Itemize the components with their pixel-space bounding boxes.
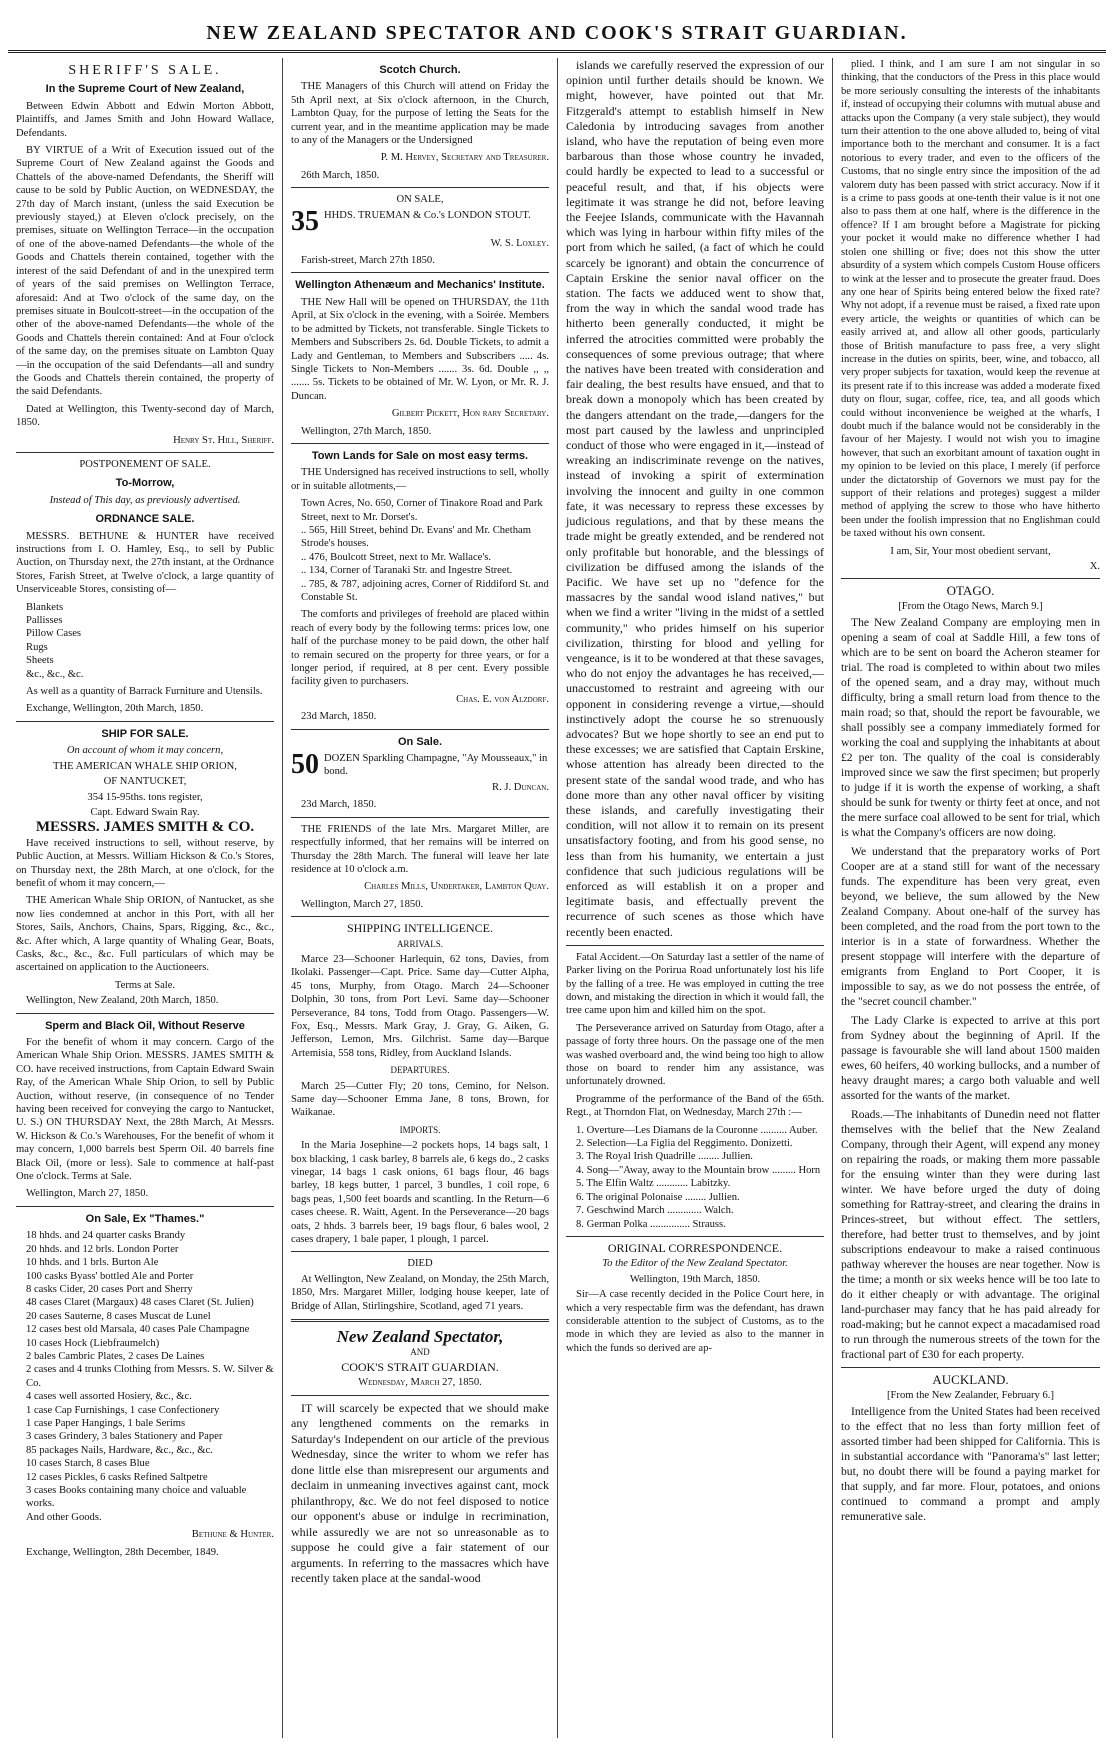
list-item: Pallisses <box>26 615 63 627</box>
onsale-body: HHDS. TRUEMAN & Co.'s LONDON STOUT. <box>324 209 531 221</box>
athenaeum-dated: Wellington, 27th March, 1850. <box>301 425 432 437</box>
list-item: 100 casks Byass' bottled Ale and Porter <box>26 1270 194 1282</box>
auckland-body: Intelligence from the United States had been received to the effect that no less than forty million feet of assorted timber had been shipped for California. This is in substantial accordance with "Panorama's" last letter; but, no doubt there will be found a paying market for that supply, and far more. Flour, potatoes, and onions continued to command a prompt and amply remunerative sale. <box>841 1405 1100 1524</box>
ordnance-tail: As well as a quantity of Barrack Furniture and Utensils. <box>26 686 263 698</box>
list-item: Pillow Cases <box>26 628 82 640</box>
divider <box>291 1395 549 1396</box>
scotch-heading: Scotch Church. <box>379 64 461 76</box>
auckland-heading: AUCKLAND. <box>932 1372 1009 1388</box>
divider <box>566 945 824 946</box>
divider <box>291 443 549 444</box>
list-item: .. 476, Boulcott Street, next to Mr. Wallace's. <box>301 551 492 563</box>
town-lands-tail: The comforts and privileges of freehold are placed within reach of every body by the following terms: prices low, one half of the purchase money to be paid down, the other half to remain secured on the property for three years, or for a longer period, if required, at 8 per cent. Every possible facility given to purchasers. <box>291 609 549 688</box>
list-item: 1 case Paper Hangings, 1 bale Serims <box>26 1417 186 1429</box>
column-4 <box>833 58 1108 1738</box>
oil-heading: Sperm and Black Oil, Without Reserve <box>45 1019 245 1032</box>
divider <box>16 1206 274 1207</box>
list-item: 4 cases well assorted Hosiery, &c., &c. <box>26 1391 192 1403</box>
list-item: Sheets <box>26 655 54 667</box>
athenaeum-body: THE New Hall will be opened on THURSDAY, the 11th April, at Six o'clock in the evening, with a Soirée. Members to be admitted by Tickets, not transferable. Single Tickets to Members and Subscribers 2s. 6d. Double Tickets, to admit a Lady and Gentleman, to Members and Subscribers ..... 4s. Single Tickets to Non-Members ....... 3s. 6d. Double ,, ,, ....... 5s. Tickets to be obtained of Mr. W. Lyon, or Mr. R. J. Duncan. <box>291 296 549 402</box>
scotch-dated: 26th March, 1850. <box>301 169 380 181</box>
onsale-heading: ON SALE, <box>396 194 444 206</box>
town-lands-heading: Town Lands for Sale on most easy terms. <box>311 449 529 462</box>
ship-firm: MESSRS. JAMES SMITH & CO. <box>35 819 255 836</box>
list-item: 10 hhds. and 1 brls. Burton Ale <box>26 1257 159 1269</box>
divider <box>291 1319 549 1322</box>
died-body: At Wellington, New Zealand, on Monday, the 25th March, 1850, Mrs. Margaret Miller, lodging house keeper, late of Bridge of Allan, Stirlingshire, Scotland, aged 71 years. <box>291 1273 549 1312</box>
oil-dated: Wellington, March 27, 1850. <box>26 1188 149 1200</box>
list-item: 4. Song—"Away, away to the Mountain brow ......... Horn <box>576 1164 821 1176</box>
list-item: 12 cases best old Marsala, 40 cases Pale Champagne <box>26 1324 250 1336</box>
column-3 <box>558 58 833 1738</box>
postponement-heading: POSTPONEMENT OF SALE. <box>79 458 211 470</box>
scotch-signature: P. M. Hervey, Secretary and Treasurer. <box>380 152 549 164</box>
list-item: Blankets <box>26 601 64 613</box>
divider <box>291 272 549 273</box>
imports-body: In the Maria Josephine—2 pockets hops, 14 bags salt, 1 box blacking, 1 cask barley, 8 barrels ale, 6 kegs do., 2 casks vinegar, 14 bags 1 cask onions, 61 bags flour, 46 bags barley, 18 kegs butter, 1 parcel, 3 bundles, 1 coil rope, 6 bags peas, 1,500 feet boards and scantling. In the Return—6 cases cheese. R. Waitt, Agent. In the Perseverance—20 bags oats, 2 hhds. 3 barrels beer, 19 bags flour, 6 bales wool, 2 cases drapery, 1 bale paper, 1 plough, 1 parcel. <box>291 1140 549 1246</box>
postponement-sub: To-Morrow, <box>115 477 175 490</box>
imports-heading: IMPORTS. <box>399 1124 441 1135</box>
masthead: NEW ZEALAND SPECTATOR AND COOK'S STRAIT GUARDIAN. <box>206 22 908 44</box>
otago-body-2: We understand that the preparatory works of Port Cooper are at a stand still for want of the necessary funds. The expenditure has been very great, even beyond, we believe, the sum allowed by the New Zealand Company. About one-half of the survey has been completed, and the road from the port town to the interior is in a state of forwardness. Whether the present stoppage will interfere with the departure of emigrants from England to Port Cooper, it is impossible to say, as we do not possess the entrée, of the "secret council chamber." <box>841 845 1100 1009</box>
list-item: 8 casks Cider, 20 cases Port and Sherry <box>26 1283 193 1295</box>
list-item: &c., &c., &c. <box>26 668 84 680</box>
list-item: 12 cases Pickles, 6 casks Refined Saltpetre <box>26 1471 208 1483</box>
ship-captain: Capt. Edward Swain Ray. <box>90 806 200 818</box>
ship-body-2: THE American Whale Ship ORION, of Nantucket, as she now lies condemned at anchor in this Port, with all her Stores, Sails, Anchors, Chains, Spars, Rigging, &c., &c., &c. After which, A large quantity of Whaling Gear, Boats, Casks, &c., &c., &c. Full particulars of which may be ascertained on application to the Auctioneers. <box>16 895 274 974</box>
thames-signature: Bethune & Hunter. <box>191 1529 274 1541</box>
list-item: 2 cases and 4 trunks Clothing from Messrs. S. W. Silver & Co. <box>26 1364 274 1389</box>
town-lands-body: THE Undersigned has received instructions to sell, wholly or in suitable allotments,— <box>291 467 549 492</box>
sheriff-subheading: In the Supreme Court of New Zealand, <box>45 83 245 96</box>
perseverance-note: The Perseverance arrived on Saturday from Otago, after a passage of forty three hours. On the passage one of the men was washed overboard and, the wind being too high to allow those on board to render him any assistance, was unfortunately drowned. <box>566 1022 824 1088</box>
onsale-number: 35 <box>291 208 319 235</box>
list-item: Town Acres, No. 650, Corner of Tinakore Road and Park Street, next to Mr. Dorset's. <box>301 498 543 523</box>
funeral-body: THE FRIENDS of the late Mrs. Margaret Miller, are respectfully informed, that her remains will be interred on Thursday the 28th March. The funeral will leave her late residence at 10 o'clock a.m. <box>291 823 549 875</box>
town-lands-items <box>291 497 549 604</box>
correspondence-to: To the Editor of the New Zealand Spectator. <box>602 1258 788 1270</box>
list-item: 3 cases Books containing many choice and valuable works. <box>26 1485 247 1510</box>
shipping-heading: SHIPPING INTELLIGENCE. <box>347 921 493 936</box>
correspondence-date: Wellington, 19th March, 1850. <box>629 1273 761 1285</box>
otago-heading: OTAGO. <box>946 583 995 599</box>
letter-signature: X. <box>1089 561 1100 573</box>
ship-dated: Wellington, New Zealand, 20th March, 1850. <box>26 995 219 1007</box>
paper-date: Wednesday, March 27, 1850. <box>358 1377 482 1389</box>
list-item: .. 134, Corner of Taranaki Str. and Ingestre Street. <box>301 565 513 577</box>
list-item: 10 cases Starch, 8 cases Blue <box>26 1458 150 1470</box>
divider <box>291 1251 549 1252</box>
ship-name: THE AMERICAN WHALE SHIP ORION, <box>53 760 237 772</box>
list-item: 1 case Cap Furnishings, 1 case Confectionery <box>26 1404 220 1416</box>
column-1 <box>8 58 283 1738</box>
champagne-signature: R. J. Duncan. <box>492 781 549 793</box>
onsale-signature: W. S. Loxley. <box>490 237 549 249</box>
town-lands-dated: 23d March, 1850. <box>301 711 377 723</box>
town-lands-signature: Chas. E. von Alzdorf. <box>456 693 549 705</box>
programme-intro: Programme of the performance of the Band of the 65th. Regt., at Thorndon Flat, on Wednesday, March 27th :— <box>566 1093 824 1119</box>
list-item: 20 cases Sauterne, 8 cases Muscat de Lunel <box>26 1310 211 1322</box>
divider <box>16 452 274 453</box>
ship-sale-heading: SHIP FOR SALE. <box>101 727 189 740</box>
champagne-body: DOZEN Sparkling Champagne, "Ay Mousseaux," in bond. <box>324 753 548 778</box>
scotch-body: THE Managers of this Church will attend on Friday the 5th April next, at Six o'clock afternoon, in the Church, Lambton Quay, for the purpose of letting the Seats for the current year, and in the meantime application may be made to any of the Managers or the Undersigned <box>291 81 549 147</box>
list-item: 8. German Polka ............... Strauss. <box>576 1218 726 1230</box>
athenaeum-signature: Gilbert Pickett, Hon rary Secretary. <box>391 408 549 420</box>
list-item: 2 bales Cambric Plates, 2 cases De Laines <box>26 1350 205 1362</box>
list-item: 20 hhds. and 12 brls. London Porter <box>26 1243 179 1255</box>
list-item: .. 565, Hill Street, behind Dr. Evans' and Mr. Chetham Strode's houses. <box>301 524 531 550</box>
divider <box>291 916 549 917</box>
champagne-number: 50 <box>291 752 319 779</box>
sheriff-parties: Between Edwin Abbott and Edwin Morton Abbott, Plaintiffs, and James Smith and John Howard Wallace, Defendants. <box>16 100 274 139</box>
paper-and: AND <box>410 1346 430 1357</box>
correspondence-body: Sir—A case recently decided in the Police Court here, in which a very respectable firm was the defendant, has drawn considerable attention to the subject of Customs, as to the mode in which they are levied as also to the manner in which the funds so derived are ap- <box>566 1289 824 1354</box>
divider <box>16 721 274 722</box>
divider <box>841 1367 1100 1368</box>
list-item: 5. The Elfin Waltz ............ Labitzky. <box>576 1178 731 1190</box>
champagne-dated: 23d March, 1850. <box>301 799 377 811</box>
divider <box>566 1236 824 1237</box>
ship-tons: 354 15-95ths. tons register, <box>87 791 203 803</box>
list-item: 7. Geschwind March ............. Walch. <box>576 1205 734 1217</box>
divider <box>841 578 1100 579</box>
columns <box>8 58 1108 1738</box>
column-2 <box>283 58 558 1738</box>
leader-continued: islands we carefully reserved the expression of our opinion until further details should be known. We might, however, have pointed out that Mr. Fitzgerald's attempt to establish himself in New Caledonia by introducing savages from another island, who have the reputation of being even more barbarous than those whose country he invaded, could hardly be expected to lead to a successful or peaceful result, and that, if his objects were legitimate it was strange he did not, before leaving the Feejee Islands, communicate with the Havannah which was lying in harbour within fifty miles of the port from which he sailed, (a fact of which he could scarcely be ignorant) and obtain the concurrence of Captain Erskine the senior naval officer on the station. The facts we adduced went to show that, from the way in which the sandal wood trade has hitherto been generally conducted, it might be inferred the atrocities committed were probably the consequences of some previous outrage; that where the natives have been treated with consideration and fair dealing, the best results have ensued, and that to break down a monopoly which has been created by the dangers attendant on the trade,—dangers for the most part caused by the lawless and unprincipled conduct of those who were engaged in it,—instead of wreaking an indiscriminate revenge on the natives, instead of invoking a spirit of extermination involving the innocent and guilty in one common fate, it was necessary to repress these excesses by judicious regulations, and that by these means the trade might be greatly extended, and be rendered not only profitable but honorable, and the blessings of civilization be diffused among the islands of the Pacific. We have set up no "defence for the massacres by the sandal wood island natives," but when we find a writer "living in the midst of a settled community," who prides himself on his superior civilization, thirsting for blood and yelling for vengeance, is it to be wondered at that these savages, who do not enjoy the advantages he has received,—unaccustomed to restraint and agreeing with our opponent in considering revenge a virtue,—should instinctively adopt the course he so strenuously advocates? But we hope shortly to see an end put to these excesses; we are satisfied that Captain Erskine, whose attention has already been directed to the present state of the sandal wood trade, and who has done more than any other naval officer by visiting these islands, and carefully investigating their condition, will not allow it to remain on its present unsatisfactory footing, and from his good sense, no less than from his humanity, we entertain a just confidence that such judicious regulations will be enforced as will establish it on a proper and legitimate basis, and effectually prevent the recurrence of such scenes as those which have recently been enacted. <box>566 58 824 939</box>
otago-body: The New Zealand Company are employing men in opening a seam of coal at Saddle Hill, a few tons of which are to be sent on board the Acheron steamer for trial. The road is completed to within about two miles of the opened seam, and a dray may, without much difficulty, bring a small return load from thence to the main road; so that, should the report be favourable, we shall possibly see a company immediately formed for working the coal and supplying the inhabitants at about £2 per ton. The quality of the coal is considerably improved since we saw the first specimen; but properly to judge if it is worth the expense of working, a shaft should be sunk for twenty or thirty feet at once, and not the mere surface coal allowed to be sent for trial, which is what the Company's officers are now doing. <box>841 616 1100 840</box>
arrivals-heading: ARRIVALS. <box>396 938 444 949</box>
ship-body: Have received instructions to sell, without reserve, by Public Auction, at Messrs. William Hickson & Co.'s Stores, on Thursday next, the 28th March, at one o'clock, for the benefit of whom it may concern,— <box>16 837 274 889</box>
list-item: 1. Overture—Les Diamans de la Couronne .......... Auber. <box>576 1124 818 1136</box>
divider <box>291 729 549 730</box>
list-item: .. 785, & 787, adjoining acres, Corner of Riddiford St. and Constable St. <box>301 578 549 603</box>
paper-subtitle: COOK'S STRAIT GUARDIAN. <box>341 1359 499 1374</box>
correspondence-heading: ORIGINAL CORRESPONDENCE. <box>607 1240 783 1255</box>
divider <box>16 1013 274 1014</box>
ship-of: OF NANTUCKET, <box>103 776 187 788</box>
departures-body: March 25—Cutter Fly; 20 tons, Cemino, for Nelson. Same day—Schooner Emma Jane, 8 tons, Brown, for Waikanae. <box>291 1080 549 1119</box>
onsale-block <box>291 209 549 235</box>
champagne-block <box>291 752 549 779</box>
thames-dated: Exchange, Wellington, 28th December, 1849. <box>26 1546 219 1558</box>
masthead-rule <box>8 50 1106 53</box>
departures-heading: DEPARTURES. <box>390 1065 450 1076</box>
divider <box>291 817 549 818</box>
champagne-heading: On Sale. <box>397 735 443 748</box>
sheriff-dated: Dated at Wellington, this Twenty-second day of March, 1850. <box>16 403 274 429</box>
thames-items <box>16 1229 274 1524</box>
ordnance-heading: ORDNANCE SALE. <box>95 513 195 526</box>
paper-title: New Zealand Spectator, <box>336 1327 504 1347</box>
ship-terms: Terms at Sale. <box>114 979 176 991</box>
list-item: And other Goods. <box>26 1511 102 1523</box>
ship-sale-note: On account of whom it may concern, <box>66 745 224 757</box>
divider <box>291 187 549 188</box>
thames-heading: On Sale, Ex "Thames." <box>85 1212 205 1225</box>
correspondence-continued: plied. I think, and I am sure I am not singular in so thinking, that the conductors of the Press in this place would be more seriously consulting the interests of the inhabitants if, instead of occupying their columns with mutual abuse and attacks upon the Company (a very stale subject), they would turn their attention to the one above alluded to, being of vital importance both to the merchant and consumer. It is a fact notorious to every trader, and even to the officers of the Customs, that no single entry since the imposition of the ad valorem duty has been passed with strict accuracy. Now if it is a crime to pass goods at one-tenth their value is it not one also to pass them at one half, where is the difference in the offence? If I am brought before a Magistrate for picking your pocket it would make no difference whether I had stolen one shilling or five; does not this show the utter absurdity of a system which compels Custom House officers to wink at the lesser and to prosecute the greater fraud. Does any one hear of Spirits being entered below the fixed rate? Why not adopt, if a revenue must be raised, a fixed rate upon every article, the weights or quantities of which can be easily arrived at, and allow all other goods, particularly those of British manufacture to pass free, a very slight increase in the duties on spirits, beer, wine, and tobacco, all very proper subjects for taxation, would keep the revenue at its present rate if to this increase was added a moderate fixed duty on flour, sugar, coffee, rice, tea, and all goods which could without inconvenience be weighed at the wharfs, I doubt much if the balance would not be considerably in the favour of her Majesty. I would not wish you to imagine however, that such an exorbitant amount of taxation ought in my opinion to be levied on this place, I merely (if perforce under the dictatorship of Governors we must pay for the support of their relations and proteges) suggest a milder method of applying the screw to those who have hitherto been under the foolish impression that no Englishman could be taxed without his own consent. <box>841 59 1100 540</box>
died-heading: DIED <box>407 1258 433 1270</box>
auckland-source: [From the New Zealander, February 6.] <box>887 1389 1054 1401</box>
list-item: 3. The Royal Irish Quadrille ........ Jullien. <box>576 1151 753 1163</box>
list-item: 85 packages Nails, Hardware, &c., &c., &c. <box>26 1444 213 1456</box>
ordnance-items <box>16 601 274 681</box>
arrivals-body: Marce 23—Schooner Harlequin, 62 tons, Davies, from Ikolaki. Passenger—Capt. Price. Same day—Cutter Alpha, 45 tons, Murphy, from Otago. March 24—Schooner Dolphin, 30 tons, from Port Levi. Same day—Schooner Perseverance, 84 tons, Todd from Otago. Passengers—W. Fox, Esq., Messrs. Mark Gray, J. Gray, G. Aiken, G. Jefferson, Lemon, Mrs. Gilchrist. Same day—Barque Artemisia, 558 tons, Ridley, from Auckland Islands. <box>291 953 549 1059</box>
list-item: Rugs <box>26 641 48 653</box>
sheriff-body: BY VIRTUE of a Writ of Execution issued out of the Supreme Court of New Zealand against the Goods and Chattels of the above-named Defendants, the Sheriff will cause to be sold by Public Auction, on WEDNESDAY, the 27th day of March instant, (unless the said Execution be previously stayed,) at Eleven o'clock precisely, on the premises, situate on Wellington Terrace—in the occupation of one of the above-named Defendants—the whole of the Goods and Chattels therein contained, together with the interest of the said Defendant of and in the unexpired term of years of the said premises on Wellington Terrace, aforesaid: And at Two o'clock of the same day, on the premises situate in Boulcott-street—in the occupation of the other of the above-named Defendants—the whole of the Goods and Chattels therein contained: And at Four o'clock of the same day, on the premises situate on Lambton Quay—in the occupation of the said Defendants—all and sundry the Goods and Chattels therein contained, the property of the said Defendants. <box>16 145 274 398</box>
list-item: 6. The original Polonaise ........ Jullien. <box>576 1191 740 1203</box>
onsale-dated: Farish-street, March 27th 1850. <box>301 255 435 267</box>
list-item: 48 cases Claret (Margaux) 48 cases Claret (St. Julien) <box>26 1297 254 1309</box>
otago-body-3: The Lady Clarke is expected to arrive at this port from Sydney about the beginning of April. If the passage is favourable she will land about 1500 maiden ewes, 60 heifers, 40 working bullocks, and a number of heavy draught mares; a cargo both valuable and well assorted for the wants of the market. <box>841 1014 1100 1103</box>
sheriff-signature: Henry St. Hill, Sheriff. <box>173 434 274 446</box>
list-item: 10 cases Hock (Liebfraumelch) <box>26 1337 160 1349</box>
funeral-dated: Wellington, March 27, 1850. <box>301 898 424 910</box>
oil-body: For the benefit of whom it may concern. Cargo of the American Whale Ship Orion. MESSRS. JAMES SMITH & CO. have received instructions, from Captain Edward Swain Ray, of the American Whale Ship Orion, to sell by Public Auction, without reserve, (in consequence of no Tender having been received for conveying the cargo to Nantucket, U. S.) ON THURSDAY Next, the 28th March, At Messrs. W. Hickson & Co.'s Warehouses, For the benefit of whom it may concern, 1,000 barrels best Sperm Oil. 40 barrels fine Black Oil, (more or less). Sale to commence at half-past One o'clock. Terms at Sale. <box>16 1037 274 1183</box>
leader-article: IT will scarcely be expected that we should make any lengthened comments on the remarks in Saturday's Independent on our article of the previous Wednesday, since the writer to whom we refer has done little else than misrepresent our arguments and declaim in unmeaning invectives against cant, mock philanthropy, &c. We do not feel disposed to notice our opponent's abuse or indulge in recrimination, while assuredly we are not so unreasonable as to suppose he could give a fair statement of our arguments. In referring to the massacres which have recently taken place at the sandal-wood <box>291 1400 549 1586</box>
funeral-signature: Charles Mills, Undertaker, Lambton Quay. <box>364 881 549 893</box>
otago-source: [From the Otago News, March 9.] <box>898 600 1043 612</box>
athenaeum-heading: Wellington Athenæum and Mechanics' Institute. <box>295 279 545 292</box>
ordnance-dated: Exchange, Wellington, 20th March, 1850. <box>26 703 204 715</box>
programme-items <box>566 1124 824 1231</box>
closing: I am, Sir, Your most obedient servant, <box>890 545 1051 557</box>
list-item: 2. Selection—La Figlia del Reggimento. Donizetti. <box>576 1138 793 1150</box>
otago-body-4: Roads.—The inhabitants of Dunedin need not flatter themselves with the belief that the New Zealand Company, through their Agent, will expend any money on repairing the roads, or making them more passable for the ensuing winter than they were during last winter. We have before urged the duty of doing something for Rattray-street, and clearing the drains in Princes-street, but without effect. The settlers, therefore, had better trust to themselves, and by joint subscriptions endeavour to make a raised continuous pathway wherever the houses are near together. Now is the time; a month or six weeks hence will be too late to do it either cheaply or with advantage. The original land-purchaser may fancy that he has paid already for road-making; but he cannot expect a macadamised road to run through the numerous streets of the town for the fractional part of £30 for each property. <box>841 1108 1100 1362</box>
postponement-note: Instead of This day, as previously advertised. <box>49 494 241 506</box>
list-item: 18 hhds. and 24 quarter casks Brandy <box>26 1230 186 1242</box>
list-item: 3 cases Grindery, 3 bales Stationery and Paper <box>26 1431 223 1443</box>
fatal-accident: Fatal Accident.—On Saturday last a settler of the name of Parker living on the Porirua Road unfortunately lost his life by the falling of a tree. He was employed in cutting the tree down, and mistaking the direction in which it would fall, the tree came upon him and killed him on the spot. <box>566 951 824 1017</box>
sheriff-heading: SHERIFF'S SALE. <box>68 63 222 78</box>
ordnance-body: MESSRS. BETHUNE & HUNTER have received instructions from I. O. Hamley, Esq., to sell by Public Auction, on Thursday next, the 27th instant, at the Ordnance Stores, Farish Street, at Twelve o'clock, a large quantity of Unserviceable Stores, consisting of— <box>16 530 274 596</box>
